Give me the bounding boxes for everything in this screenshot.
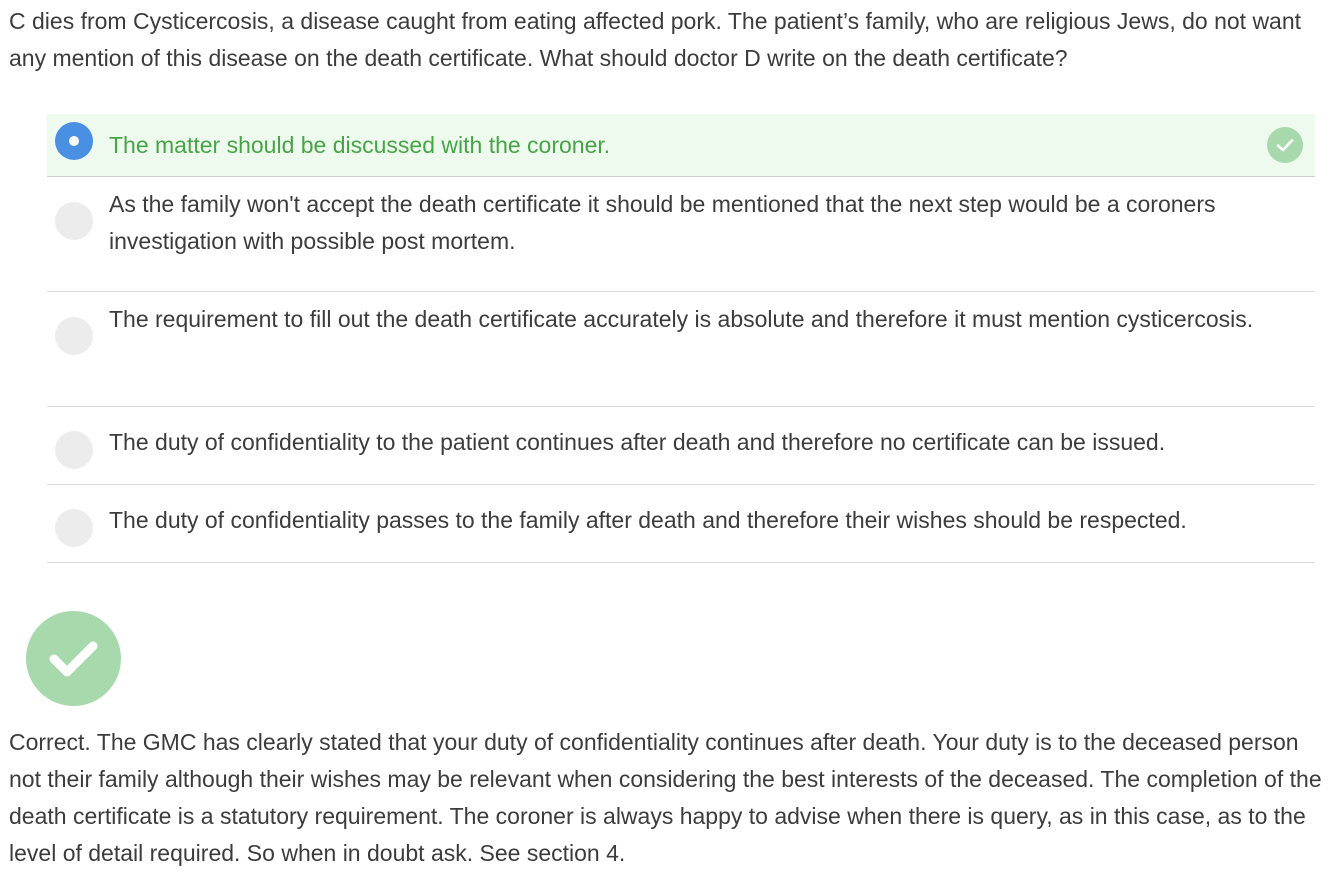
answer-option-3[interactable] [47, 292, 1315, 407]
radio-button[interactable] [55, 509, 93, 547]
radio-button[interactable] [55, 317, 93, 355]
answer-option-label: The duty of confidentiality passes to the family after death and therefore their wishes should be respected. [109, 507, 1187, 533]
question-text: C dies from Cysticercosis, a disease caught from eating affected pork. The patient’s family, who are religious Jews, do not want any mention of this disease on the death certificate. What should doctor D write on the death certificate? [9, 8, 1302, 71]
answer-option-2[interactable] [47, 177, 1315, 292]
result-explanation: Correct. The GMC has clearly stated that your duty of confidentiality continues after death. Your duty is to the deceased person not their family although their wishes may be relevant when considering the best interests of the deceased. The completion of the death certificate is a statutory requirement. The coroner is always happy to advise when there is query, as in this case, as to the level of detail required. So when in doubt ask. See section 4. [9, 729, 1322, 866]
radio-button[interactable] [55, 202, 93, 240]
answer-option-5[interactable] [47, 485, 1315, 563]
answer-options-list [47, 114, 1315, 563]
answer-option-label: The requirement to fill out the death certificate accurately is absolute and therefore it must mention cysticercosis. [109, 306, 1254, 332]
answer-option-label: As the family won't accept the death certificate it should be mentioned that the next step would be a coroners investigation with possible post mortem. [109, 191, 1216, 254]
result-checkmark-icon [26, 611, 121, 706]
answer-option-4[interactable] [47, 407, 1315, 485]
radio-button[interactable] [55, 431, 93, 469]
answer-option-label: The duty of confidentiality to the patient continues after death and therefore no certificate can be issued. [109, 429, 1166, 455]
correct-check-icon [1267, 127, 1303, 163]
radio-button-selected[interactable] [55, 122, 93, 160]
answer-option-1[interactable] [47, 114, 1315, 177]
answer-option-label: The matter should be discussed with the coroner. [109, 132, 611, 158]
